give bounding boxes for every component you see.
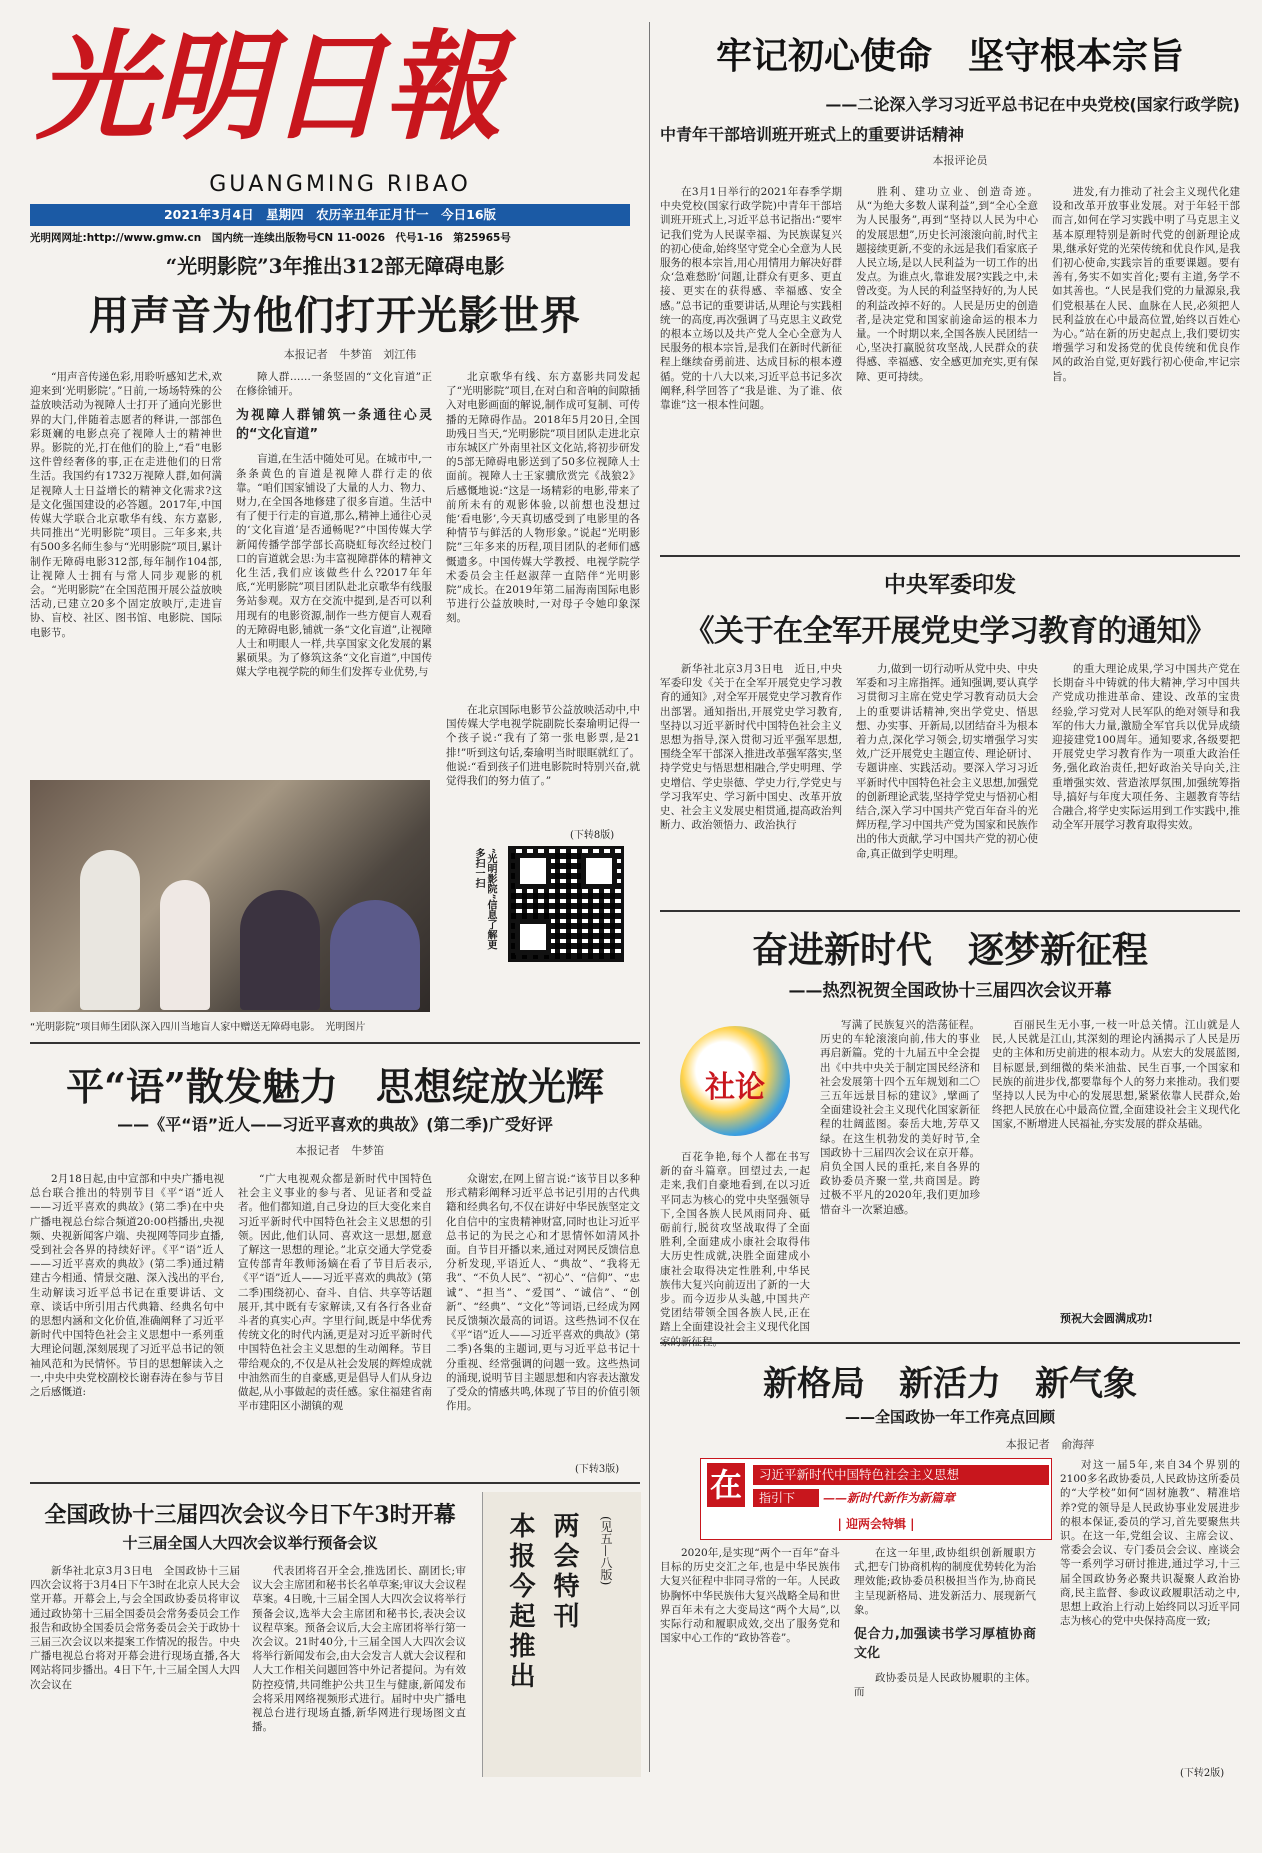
cppcc-editorial-badge: [680, 1026, 790, 1136]
cppcc-sign: 预祝大会圆满成功!: [1060, 1312, 1153, 1325]
army-column-2: 力,做到一切行动听从党中央、中央军委和习主席指挥。通知强调,要认真学习贯彻习主席在党史学习教育动员大会上的重要讲话精神,突出学党史、悟思想、办实事、开新局,以团结奋斗为根本着力点,深化学习领会,切实增强学习实效,广泛开展党史主题宣传、理论研讨、专题讲座、实践活动。要深入学习习近平新时代中国特色社会主义思想,加强党的创新理论武装,坚持学党史与悟初心相结合,深入学习中国共产党百年奋斗的光辉历程,学习中国共产党为国家和民族作出的伟大贡献,学习中国共产党的初心使命,真正做到学史明理。: [856, 663, 1038, 860]
lead-column-1: 在3月1日举行的2021年春季学期中央党校(国家行政学院)中青年干部培训班开班式上,习近平总书记指出:“要牢记我们党为人民谋幸福、为民族谋复兴的初心使命,始终坚守党全心全意为人民服务的根本宗旨,用心用情用力解决好群众‘急难愁盼’问题,让群众有更多、更直接、更实在的获得感、幸福感、安全感。”总书记的重要讲话,从理论与实践相统一的高度,再次强调了马克思主义政党的根本立场以及共产党人全心全意为人民服务的根本宗旨,是我们在新时代新征程上继续奋勇前进、达成目标的根本遵循。党的十八大以来,习近平总书记多次阐释,科学回答了“我是谁、为了谁、依靠谁”这一根本性问题。: [660, 186, 842, 412]
yu-byline-names: 牛梦笛: [351, 1144, 385, 1157]
masthead-dateline: 2021年3月4日 星期四 农历辛丑年正月廿一 今日16版: [30, 204, 630, 226]
review-byline-label: 本报记者: [1005, 1438, 1050, 1451]
divider-army: [660, 910, 1240, 912]
review-byline: [960, 1436, 1140, 1452]
lead-title: 牢记初心使命 坚守根本宗旨: [715, 35, 1184, 77]
masthead-pinyin: GUANGMING RIBAO: [209, 172, 471, 197]
review-title: 新格局 新活力 新气象: [763, 1364, 1137, 1404]
army-column-1: 新华社北京3月3日电 近日,中央军委印发《关于在全军开展党史学习教育的通知》,对全军开展党史学习教育作出部署。通知指出,开展党史学习教育,坚持以习近平新时代中国特色社会主义思想为指导,深入贯彻习近平强军思想,围绕全军干部深入推进改革强军落实,坚持学党史与悟思想相融合,学史明理、学史增信、学史崇德、学史力行,学党史与学习我军史、学习新中国史、改革开放史、社会主义发展史相贯通,提高政治判断力、政治领悟力、政治执行: [660, 663, 842, 832]
film-byline-names: 牛梦笛 刘江伟: [339, 348, 417, 361]
photo-figure-3: [240, 890, 320, 1010]
cppcc-column-1: 写满了民族复兴的浩荡征程。历史的车轮滚滚向前,伟大的事业再启新篇。党的十九届五中全会提出《中共中央关于制定国民经济和社会发展第十四个五年规划和二〇三五年远景目标的建议》,擘画了全面建设社会主义现代化国家新征程的壮阔蓝图。泰岳大地,芳草又绿。在这生机勃发的美好时节,全国政协十三届四次会议在京开幕。肩负全国人民的重托,来自各界的政协委员齐聚一堂,共商国是。跨过极不平凡的2020年,我们更加珍惜奋斗一次紧迫感。: [820, 1019, 980, 1216]
center-divider: [649, 22, 650, 1772]
review-column-3: 对这一届5年,来自34个界别的2100多名政协委员,人民政协这所委员的“大学校”如何“固材施教”、精准培养?党的领导是人民政协事业发展进步的根本保证,委员的学习,首先要聚焦共识。在这一年,党组会议、主席会议、常委会会议、专门委员会会议、座谈会等一系列学习研讨推进,通过学习,十三届全国政协务必聚共识凝聚人政治协商,民主监督、参政议政履职活动之中,思想上政治上行动上始终同以习近平同志为核心的党中央保持高度一致;: [1060, 1459, 1240, 1628]
review-banner-tag: | 迎两会特辑 |: [837, 1517, 915, 1531]
masthead-publisher-line: 光明网网址:http://www.gmw.cn 国内统一连续出版物号CN 11-0026 代号1-16 第25965号: [30, 232, 511, 244]
promo-col-2: 两会特刊: [549, 1512, 579, 1632]
lead-byline: 本报评论员: [932, 154, 988, 167]
promo-col-1: 本报今起推出: [505, 1512, 535, 1692]
film-byline-label: 本报记者: [283, 348, 328, 361]
lead-editorial: [660, 20, 1240, 550]
divider-film: [30, 1042, 640, 1044]
film-qr-code[interactable]: [508, 846, 624, 962]
promo-note: (见五—八版): [599, 1516, 613, 1586]
film-column-1: “用声音传递色彩,用聆听感知艺术,欢迎来到‘光明影院’。”日前,一场场特殊的公益放映活动为视障人士打开了通向光影世界的大门,伴随着志愿者的释讲,一部部色彩斑斓的电影点亮了视障人士的精神世界。影院的光,打在他们的脸上,“看”电影这件曾经奢侈的事,正在走进他们的日常生活。我国约有1732万视障人群,如何满足视障人士日益增长的精神文化需求?这是文化强国建设的必答题。2017年,中国传媒大学联合北京歌华有线、东方嘉影,共同推出“光明影院”项目。三年多来,共有500多名师生参与“光明影院”项目,累计制作无障碍电影312部,每年制作104部,让视障人士拥有与常人同步观影的机会。“光明影院”在全国范围开展公益放映活动,已建立20多个固定放映厅,走进盲协、盲校、社区、图书馆、电影院、国际电影节。: [30, 371, 222, 639]
masthead-title: 光明日報: [36, 17, 501, 156]
cppcc-column-3: 百丽民生无小事,一枝一叶总关情。江山就是人民,人民就是江山,其深刻的理论内涵揭示了人民是历史的主体和历史前进的根本动力。从宏大的发展蓝图,目标愿景,到细微的柴米油盐、民生百事,一个国家和民族的前进步伐,都要靠每个人的努力来推动。我们要坚持以人民为中心的发展思想,紧紧依靠人民群众,始终把人民放在心中最高位置,全面建设社会主义现代化国家,不断增进人民福祉,夯实发展的群众基础。: [992, 1019, 1240, 1131]
army-title: 《关于在全军开展党史学习教育的通知》: [684, 614, 1216, 649]
lead-subtitle-2: 中青年干部培训班开班式上的重要讲话精神: [660, 125, 965, 144]
photo-figure-1: [80, 850, 140, 1010]
yu-byline: [250, 1142, 430, 1158]
review-byline-names: 俞海萍: [1061, 1438, 1095, 1451]
yu-title: 平“语”散发魅力 思想绽放光辉: [66, 1064, 604, 1109]
film-kicker: “光明影院”3年推出312部无障碍电影: [165, 254, 505, 278]
divider-yu: [30, 1482, 640, 1484]
film-qr-text: “光明影院”信息了解更多扫一扫: [473, 848, 496, 950]
yu-jump: (下转3版): [575, 1464, 620, 1475]
yu-column-1: 2月18日起,由中宣部和中央广播电视总台联合推出的特别节目《平“语”近人——习近平喜欢的典故》(第二季)在中央广播电视总台综合频道20:00档播出,央视频、央视新闻客户端、央视网等同步直播,受到社会各界的持续好评。《平“语”近人——习近平喜欢的典故》(第二季)通过精建古今相通、情景交融、深入浅出的平台,生动解读习近平总书记在重要讲话、文章、谈话中所引用古代典籍、经典名句中的思想内涵和文化价值,准确阐释了习近平新时代中国特色社会主义思想中一系列重大理论问题,深刻展现了习近平总书记的领袖风范和为民情怀。节目的思想解读入之一,中央中央党校副校长谢春涛在参与节目之后感慨道:: [30, 1173, 224, 1399]
lead-subtitle-1: ——二论深入学习习近平总书记在中央党校(国家行政学院): [825, 95, 1240, 114]
film-photo-caption: “光明影院”项目师生团队深入四川当地盲人家中赠送无障碍电影。 光明图片: [30, 1022, 366, 1033]
review-banner: [700, 1458, 1052, 1540]
npc-column-2: 代表团将召开全会,推选团长、副团长;审议大会主席团和秘书长名单草案;审议大会议程草案。4日晚,十三届全国人大四次会议将举行预备会议,选举大会主席团和秘书长,表决会议议程草案。预备会议后,大会主席团将举行第一次会议。21时40分,十三届全国人大四次会议将举行新闻发布会,由大会发言人就大会议程和人大工作相关问题回答中外记者提问。为有效防控疫情,共同维护公共卫生与健康,新闻发布会将采用网络视频形式进行。届时中央广播电视总台进行现场直播,新华网进行现场图文直播。: [252, 1565, 466, 1734]
yu-subtitle: ——《平“语”近人——习近平喜欢的典故》(第二季)广受好评: [117, 1115, 553, 1134]
cppcc-title: 奋进新时代 逐梦新征程: [751, 929, 1148, 971]
army-column-3: 的重大理论成果,学习中国共产党在长期奋斗中铸就的伟大精神,学习中国共产党成功推进革命、建设、改革的宝贵经验,学习党对人民军队的绝对领导和我军的伟大力量,激励全军官兵以优异成绩迎接建党100周年。通知要求,各级要把开展党史学习教育作为一项重大政治任务,强化政治责任,把好政治关导向关,注重增强实效、营造浓厚氛围,加强统筹指导,搞好与年度大项任务、主题教育等结合融合,将学史实际运用到工作实践中,推动全军开展学习教育取得实效。: [1052, 663, 1240, 832]
review-banner-line1: 习近平新时代中国特色社会主义思想: [753, 1465, 1049, 1485]
review-subtitle: ——全国政协一年工作亮点回顾: [844, 1408, 1055, 1426]
review-banner-line2: 指引下: [753, 1489, 819, 1507]
cppcc-editorial: [660, 918, 1240, 1338]
film-story: [30, 248, 640, 1038]
photo-figure-2: [160, 880, 210, 1010]
review-banner-line3: ——新时代新作为新篇章: [823, 1491, 956, 1505]
photo-figure-4: [330, 900, 420, 1010]
yu-byline-label: 本报记者: [295, 1144, 340, 1157]
review-column-1: 2020年,是实现“两个一百年”奋斗目标的历史交汇之年,也是中华民族伟大复兴征程中非同寻常的一年。人民政协胸怀中华民族伟大复兴战略全局和世界百年未有之大变局这“两个大局”,以实际行动和履职成效,交出了服务党和国家中心工作的“政协答卷”。: [660, 1547, 840, 1645]
film-byline: [230, 346, 470, 362]
film-column-3: 北京歌华有线、东方嘉影共同发起了“光明影院”项目,在对白和音响的间隙插入对电影画面的解说,制作成可复制、可传播的无障碍作品。2018年5月20日,全国助残日当天,“光明影院”项目团队走进北京市东城区广外南里社区文化站,将初步研发的5部无障碍电影送到了50多位视障人士面前。视障人士王家骥欣赏完《战狼2》后感慨地说:“这是一场精彩的电影,带来了前所未有的观影体验,以前想也没想过能‘看电影’,今天真切感受到了电影里的各种情节与鲜活的人物形象。”说起“光明影院”三年多来的历程,项目团队的老师们感慨遗多。中国传媒大学教授、电视学院学术委员会主任赵淑萍一直陪伴“光明影院”成长。在2019年第二届海南国际电影节进行公益放映时,一对母子令她印象深刻。: [446, 371, 640, 625]
cppcc-subtitle: ——热烈祝贺全国政协十三届四次会议开幕: [788, 981, 1112, 1001]
film-column-2: 障人群……一条竖固的“文化盲道”正在修徐铺开。 为视障人群铺筑一条通往心灵的“文化盲道” 盲道,在生活中随处可见。在城市中,一条条黄色的盲道是视障人群行走的依靠。“咱们国家铺设了大量的人力、物力、财力,在全国各地修建了很多盲道。生活中有了便于行走的盲道,那么,精神上通往心灵的‘文化盲道’是否通畅呢?”中国传媒大学新闻传播学部学部长高晓虹每次经过校门口的盲道就会思:为丰富视障群体的精神文化生活,我们应该做些什么?2017年年底,“光明影院”项目团队赴北京歌华有线服务站参观。双方在交流中提到,是否可以利用现有的电影资源,制作一些方便盲人观看的无障碍电影,铺就一条“文化盲道”,让视障人士和明眼人一样,共享国家文化发展的累累硕果。为了修筑这条“文化盲道”,中国传媒大学电视学院的师生们发挥专业优势,与: [236, 371, 432, 679]
review-column-2: 在这一年里,政协组织创新履职方式,把专门协商机构的制度优势转化为治理效能;政协委员积极担当作为,协商民主呈现新格局、进发新活力、展现新气象。 促合力,加强读书学习厚植协商文化 政协委员是人民政协履职的主体。而: [854, 1547, 1036, 1699]
yu-story: [30, 1050, 640, 1475]
film-column-3b: 在北京国际电影节公益放映活动中,中国传媒大学电视学院副院长秦瑜明记得一个孩子说:“我有了第一张电影票,是21排!”听到这句话,秦瑜明当时眼眶就红了。他说:“看到孩子们进电影院时特别兴奋,就觉得我们的努力值了。”: [446, 704, 640, 788]
yu-column-2: “广大电视观众都是新时代中国特色社会主义事业的参与者、见证者和受益者。他们都知道,自己身边的巨大变化来自习近平新时代中国特色社会主义思想的引领。因此,他们认同、喜欢这一思想,愿意了解这一思想的理论。”北京交通大学党委宣传部青年教师汤嫡在看了节目后表示,《平“语”近人——习近平喜欢的典故》(第二季)围绕初心、奋斗、自信、共享等话题展开,其中既有专家解读,又有各行各业奋斗者的真实心声。字里行间,既是中华优秀传统文化的时代内涵,更是对习近平新时代中国特色社会主义思想的生动阐释。节目带给观众的,不仅是从社会发展的辉煌成就中油然而生的自豪感,更是倡导人们从身边做起,从小事做起的责任感。家住福建省南平市建阳区小湖镇的观: [238, 1173, 432, 1413]
npc-story: [30, 1492, 640, 1782]
film-jump: (下转8版): [570, 830, 615, 841]
divider-lead: [660, 555, 1240, 557]
film-col2-subhead: 为视障人群铺筑一条通往心灵的“文化盲道”: [236, 408, 432, 443]
film-photo: [30, 780, 430, 1012]
twosessions-promo[interactable]: [482, 1492, 641, 1777]
film-title: 用声音为他们打开光影世界: [89, 292, 581, 339]
lead-column-3: 进发,有力推动了社会主义现代化建设和改革开放事业发展。对于年轻干部而言,如何在学习实践中明了马克思主义基本原理特别是新时代党的创新理论成果,继承好党的光荣传统和优良作风,是我们初心使命,实践宗旨的重要课题。要有善有,务实不如实首化;要有主道,务学不如其善也。“人民是我们党的力量源泉,我们党根基在人民、血脉在人民,必须把人民利益放在心中最高位置,始终以百姓心为心。”站在新的历史起点上,我们要切实增强学习和发扬党的优良传统和优良作风的政治自觉,更好践行初心使命,牢记宗旨。: [1052, 186, 1240, 383]
lead-column-2: 胜利、建功立业、创造奇迹。从“为绝大多数人谋利益”,到“全心全意为人民服务”,再到“坚持以人民为中心的发展思想”,历史长河滚滚向前,时代主题接续更新,不变的永远是我们看家底子人民立场,是以人民利益为一切工作的出发点。为谁点火,靠谁发展?实践之中,未曾改变。为人民的利益坚持好的,为人民的利益改掉不好的。人民是历史的创造者,是决定党和国家前途命运的根本力量。一个时期以来,全国各族人民团结一心,坚决打赢脱贫攻坚战,人民群众的获得感、幸福感、安全感更加充实,更有保障、更可持续。: [856, 186, 1038, 383]
review-jump: (下转2版): [1180, 1768, 1225, 1779]
review-story: [660, 1350, 1240, 1782]
divider-cppcc: [660, 1342, 1240, 1344]
cppcc-column-2: 百花争艳,每个人都在书写新的奋斗篇章。回望过去,一起走来,我们自豪地看到,在以习近平同志为核心的党中央坚强领导下,全国各族人民风雨同舟、砥砺前行,脱贫攻坚战取得了全面胜利,全面建成小康社会取得伟大历史性成就,决胜全面建成小康社会取得决定性胜利,中华民族伟大复兴向前迈出了新的一大步。而今迈步从头越,中国共产党团结带领全国各族人民,正在踏上全面建设社会主义现代化国: [660, 1151, 810, 1334]
npc-subtitle: 十三届全国人大四次会议举行预备会议: [122, 1534, 378, 1552]
army-kicker: 中央军委印发: [883, 573, 1016, 598]
npc-column-1: 新华社北京3月3日电 全国政协十三届四次会议将于3月4日下午3时在北京人民大会堂开幕。开幕会上,与会全国政协委员将审议通过政协第十三届全国委员会常务委员会工作报告和政协全国委员会常务委员会关于政协十三届三次会议以来提案工作情况的报告。中央广播电视总台将对开幕会进行现场直播,各大网站将同步播出。4日下午,十三届全国人大四次会议在: [30, 1565, 240, 1691]
npc-title: 全国政协十三届四次会议今日下午3时开幕: [44, 1502, 456, 1528]
cppcc-badge-text: 社论: [705, 1070, 765, 1105]
review-banner-big: 在: [707, 1463, 745, 1507]
yu-column-3: 众谢宏,在网上留言说:“该节目以多种形式精彩阐释习近平总书记引用的古代典籍和经典名句,不仅在讲好中华民族坚定文化自信中的宝贵精神财富,同时也让习近平总书记的为民之心和才思情怀如清风扑面。自节目开播以来,通过对网民反馈信息分析发现,平语近人、“典故”、“我将无我”、“不负人民”、“初心”、“信仰”、“忠诚”、“担当”、“爱国”、“诚信”、“创新”、“经典”、“文化”等词语,已经成为网民反馈频次最高的词语。这些热词不仅在《平“语”近人——习近平喜欢的典故》(第二季)各集的主题词,更与习近平总书记十分重视、经常强调的问题一致。这些热词的涌现,说明节目主题思想和内容表达激发了受众的情感共鸣,体现了节目的价值引领作用。: [446, 1173, 640, 1413]
army-story: [660, 562, 1240, 907]
review-col2-subhead: 促合力,加强读书学习厚植协商文化: [854, 1627, 1036, 1662]
masthead: [30, 12, 640, 244]
